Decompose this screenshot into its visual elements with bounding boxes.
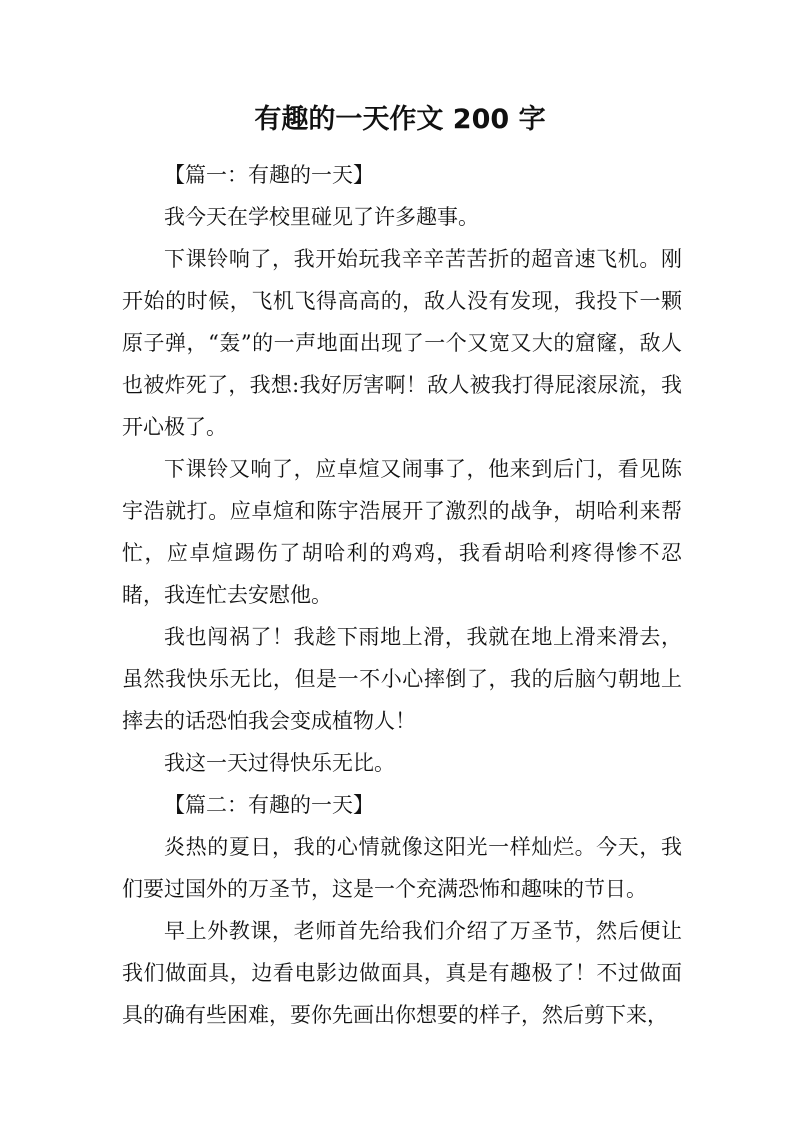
document-title: 有趣的一天作文 200 字 xyxy=(254,104,546,135)
paragraph: 下课铃又响了，应卓煊又闹事了，他来到后门，看见陈宇浩就打。应卓煊和陈宇浩展开了激烈的战争，胡哈利来帮忙，应卓煊踢伤了胡哈利的鸡鸡，我看胡哈利疼得惨不忍睹，我连忙去安慰他。 xyxy=(122,457,682,607)
paragraph: 我这一天过得快乐无比。 xyxy=(164,751,395,775)
section-heading-2: 【篇二：有趣的一天】 xyxy=(164,793,374,817)
paragraph: 早上外教课，老师首先给我们介绍了万圣节，然后便让我们做面具，边看电影边做面具，真是有趣极了！不过做面具的确有些困难，要你先画出你想要的样子，然后剪下来， xyxy=(122,919,682,1027)
paragraph: 我今天在学校里碰见了许多趣事。 xyxy=(164,205,479,229)
paragraph: 我也闯祸了！我趁下雨地上滑，我就在地上滑来滑去，虽然我快乐无比，但是一不小心摔倒了，我的后脑勺朝地上摔去的话恐怕我会变成植物人！ xyxy=(122,625,682,733)
article-body xyxy=(122,154,682,1036)
paragraph: 炎热的夏日，我的心情就像这阳光一样灿烂。今天，我们要过国外的万圣节，这是一个充满恐怖和趣味的节日。 xyxy=(122,835,682,901)
section-heading-1: 【篇一：有趣的一天】 xyxy=(164,163,374,187)
paragraph: 下课铃响了，我开始玩我辛辛苦苦折的超音速飞机。刚开始的时候，飞机飞得高高的，敌人没有发现，我投下一颗原子弹，“轰”的一声地面出现了一个又宽又大的窟窿，敌人也被炸死了，我想:我好厉害啊！敌人被我打得屁滚尿流，我开心极了。 xyxy=(122,247,682,439)
